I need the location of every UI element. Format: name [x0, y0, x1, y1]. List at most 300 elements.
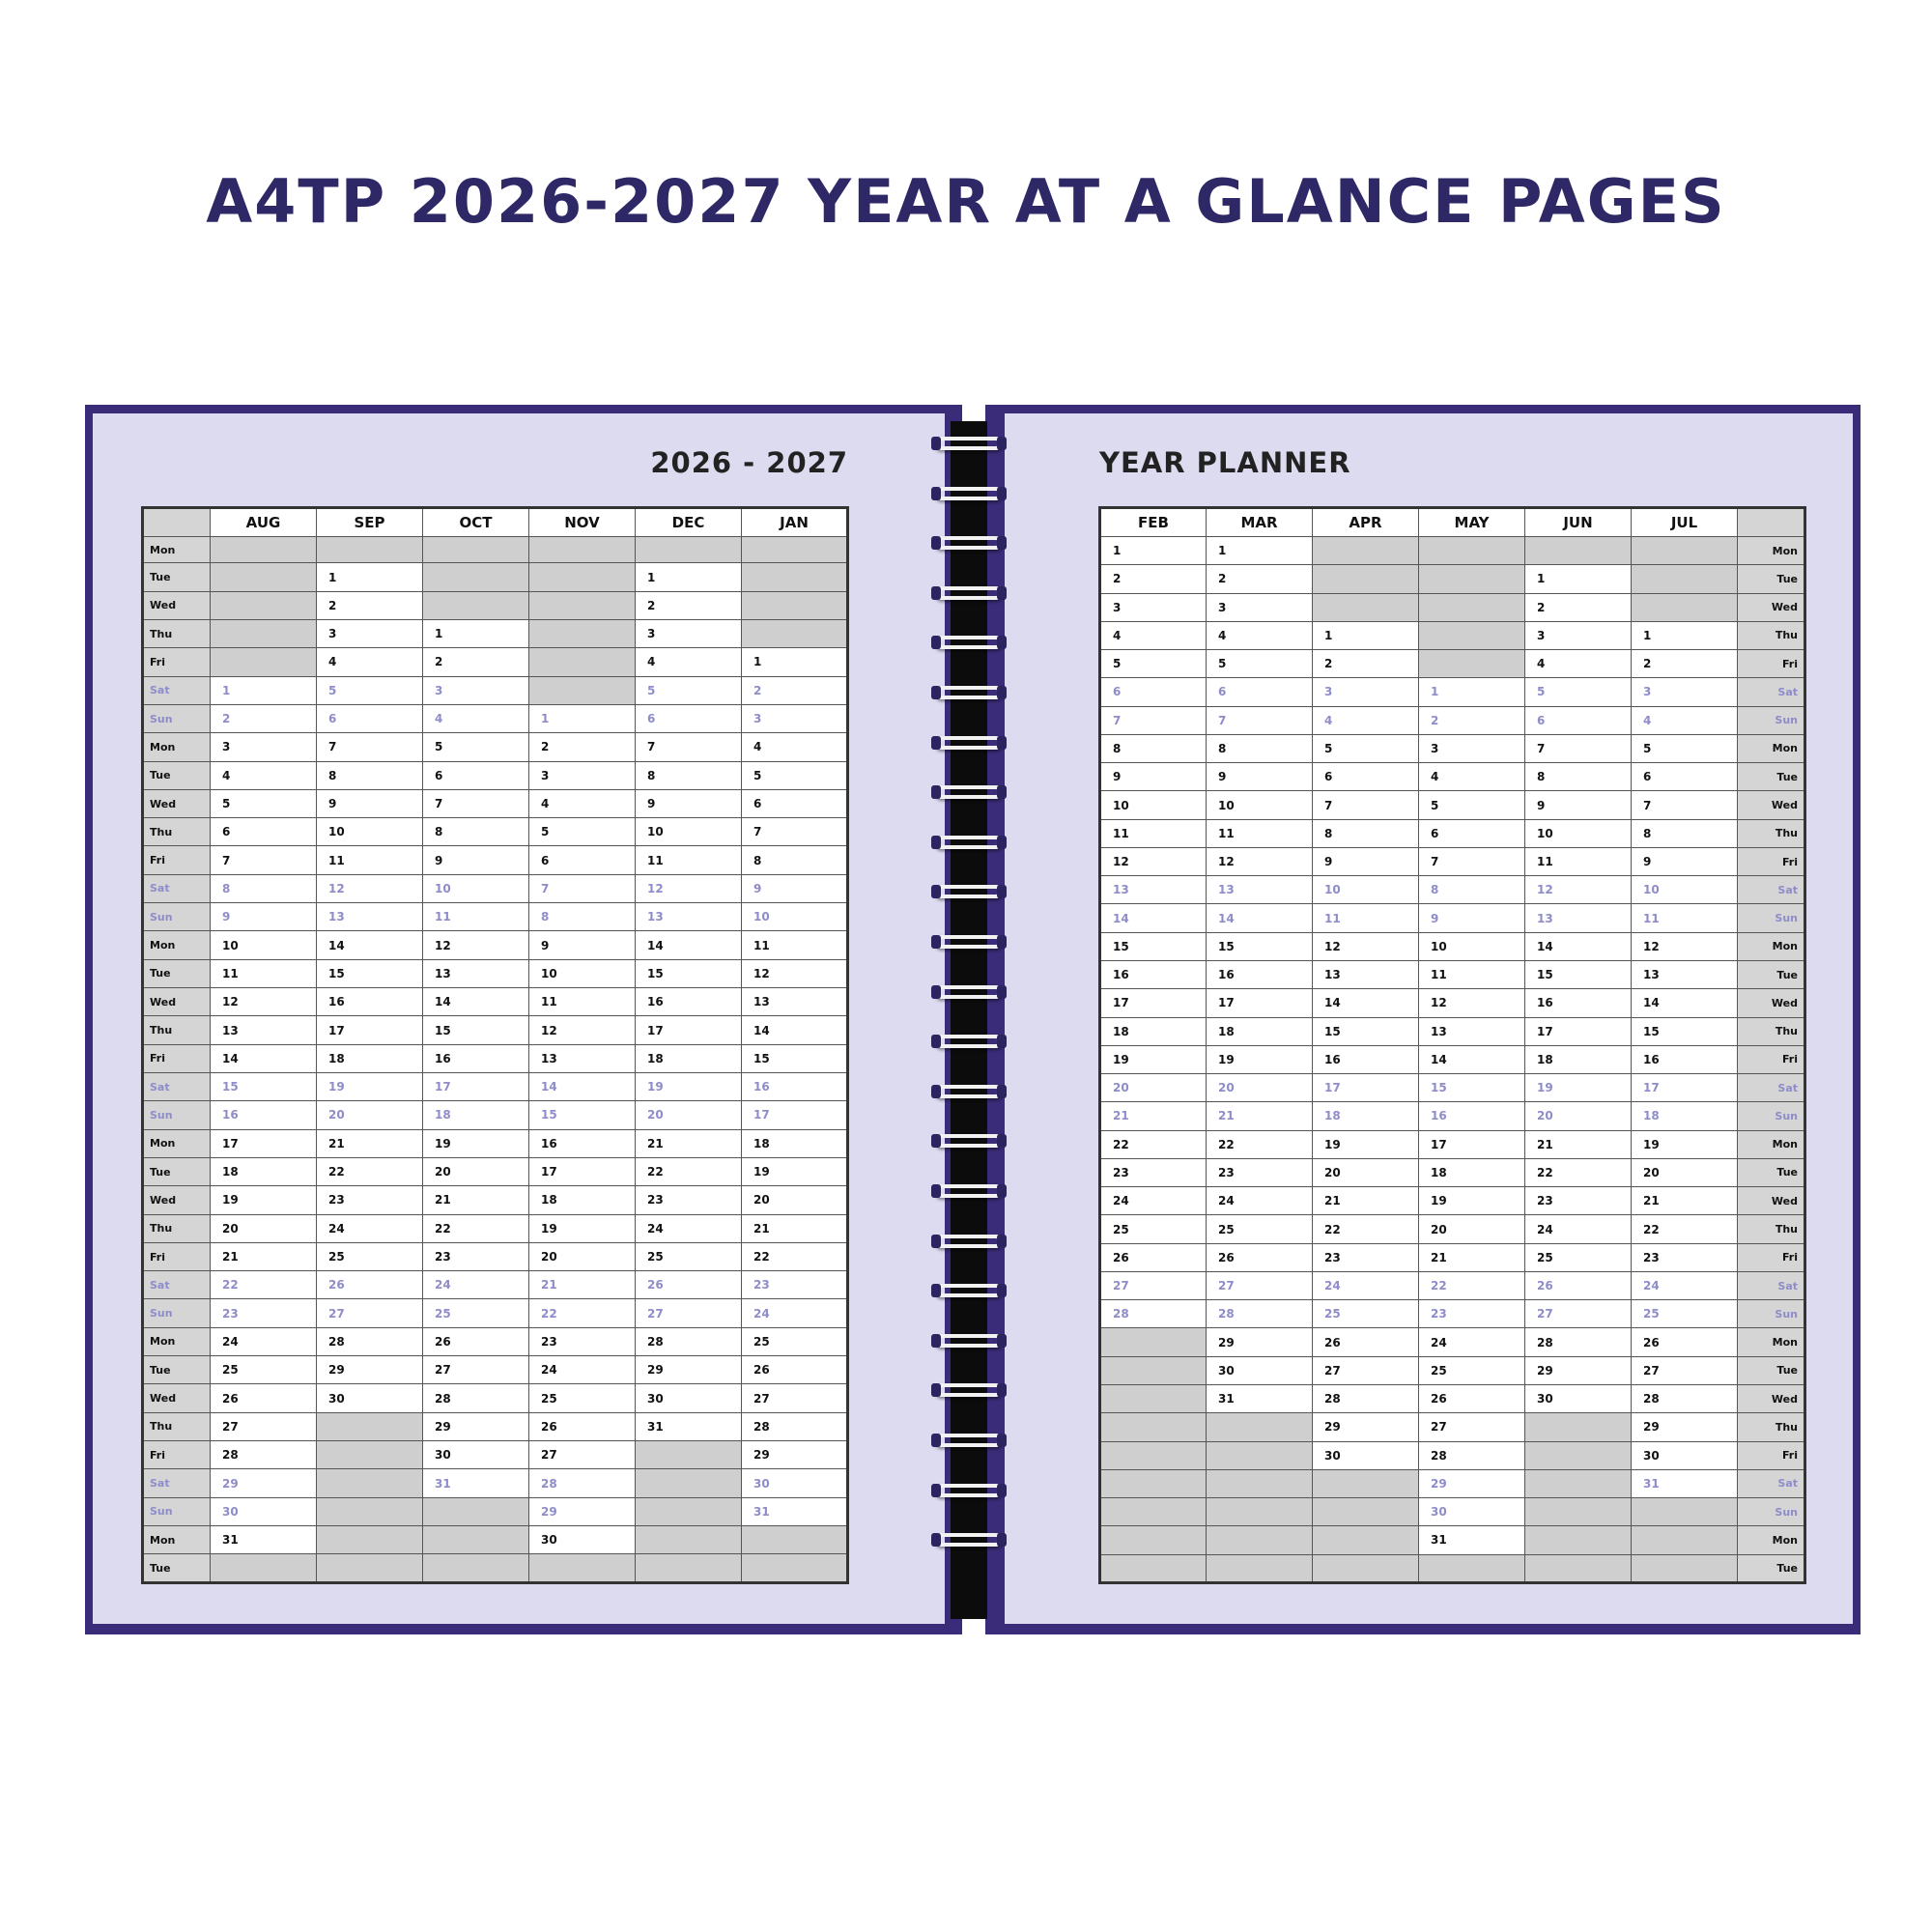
- empty-cell[interactable]: [1632, 1554, 1738, 1582]
- empty-cell[interactable]: [1632, 1526, 1738, 1554]
- date-cell[interactable]: 16: [529, 1129, 636, 1157]
- empty-cell[interactable]: [636, 537, 742, 563]
- date-cell[interactable]: 31: [423, 1469, 529, 1497]
- date-cell[interactable]: 15: [317, 959, 423, 987]
- date-cell[interactable]: 16: [1632, 1045, 1738, 1073]
- date-cell[interactable]: 4: [1632, 706, 1738, 734]
- date-cell[interactable]: 16: [1313, 1045, 1419, 1073]
- empty-cell[interactable]: [317, 1412, 423, 1440]
- date-cell[interactable]: 31: [211, 1525, 317, 1553]
- date-cell[interactable]: 14: [317, 931, 423, 959]
- date-cell[interactable]: 8: [1100, 734, 1207, 762]
- date-cell[interactable]: 26: [742, 1356, 848, 1384]
- date-cell[interactable]: 7: [423, 789, 529, 817]
- date-cell[interactable]: 22: [1100, 1130, 1207, 1158]
- date-cell[interactable]: 15: [1313, 1017, 1419, 1045]
- date-cell[interactable]: 13: [1419, 1017, 1525, 1045]
- empty-cell[interactable]: [211, 1554, 317, 1583]
- date-cell[interactable]: 1: [1525, 565, 1632, 593]
- date-cell[interactable]: 14: [211, 1044, 317, 1072]
- date-cell[interactable]: 3: [1313, 678, 1419, 706]
- date-cell[interactable]: 8: [742, 846, 848, 874]
- date-cell[interactable]: 5: [317, 676, 423, 704]
- date-cell[interactable]: 17: [1419, 1130, 1525, 1158]
- empty-cell[interactable]: [1632, 565, 1738, 593]
- date-cell[interactable]: 12: [211, 988, 317, 1016]
- date-cell[interactable]: 30: [1419, 1498, 1525, 1526]
- empty-cell[interactable]: [423, 563, 529, 591]
- date-cell[interactable]: 11: [1525, 847, 1632, 875]
- date-cell[interactable]: 14: [1313, 989, 1419, 1017]
- date-cell[interactable]: 18: [1100, 1017, 1207, 1045]
- date-cell[interactable]: 2: [742, 676, 848, 704]
- date-cell[interactable]: 3: [1632, 678, 1738, 706]
- date-cell[interactable]: 24: [317, 1214, 423, 1242]
- date-cell[interactable]: 28: [1525, 1328, 1632, 1356]
- date-cell[interactable]: 13: [1207, 876, 1313, 904]
- date-cell[interactable]: 4: [423, 704, 529, 732]
- date-cell[interactable]: 24: [423, 1271, 529, 1299]
- date-cell[interactable]: 26: [1525, 1271, 1632, 1299]
- date-cell[interactable]: 17: [1525, 1017, 1632, 1045]
- date-cell[interactable]: 18: [423, 1101, 529, 1129]
- date-cell[interactable]: 1: [1313, 621, 1419, 649]
- date-cell[interactable]: 19: [1313, 1130, 1419, 1158]
- date-cell[interactable]: 4: [529, 789, 636, 817]
- date-cell[interactable]: 11: [1632, 904, 1738, 932]
- date-cell[interactable]: 13: [1100, 876, 1207, 904]
- date-cell[interactable]: 3: [742, 704, 848, 732]
- date-cell[interactable]: 23: [529, 1327, 636, 1355]
- date-cell[interactable]: 11: [742, 931, 848, 959]
- date-cell[interactable]: 8: [317, 761, 423, 789]
- empty-cell[interactable]: [211, 591, 317, 619]
- date-cell[interactable]: 29: [1419, 1469, 1525, 1497]
- date-cell[interactable]: 15: [1419, 1074, 1525, 1102]
- date-cell[interactable]: 1: [317, 563, 423, 591]
- date-cell[interactable]: 15: [423, 1016, 529, 1044]
- date-cell[interactable]: 27: [1207, 1271, 1313, 1299]
- date-cell[interactable]: 7: [211, 846, 317, 874]
- date-cell[interactable]: 5: [1313, 734, 1419, 762]
- date-cell[interactable]: 4: [1313, 706, 1419, 734]
- empty-cell[interactable]: [1525, 1498, 1632, 1526]
- date-cell[interactable]: 12: [1419, 989, 1525, 1017]
- date-cell[interactable]: 6: [1313, 763, 1419, 791]
- date-cell[interactable]: 7: [742, 818, 848, 846]
- date-cell[interactable]: 8: [1632, 819, 1738, 847]
- empty-cell[interactable]: [742, 619, 848, 647]
- date-cell[interactable]: 13: [1313, 960, 1419, 988]
- date-cell[interactable]: 11: [423, 903, 529, 931]
- date-cell[interactable]: 23: [423, 1242, 529, 1270]
- date-cell[interactable]: 9: [1313, 847, 1419, 875]
- date-cell[interactable]: 30: [423, 1441, 529, 1469]
- date-cell[interactable]: 22: [1419, 1271, 1525, 1299]
- date-cell[interactable]: 3: [211, 733, 317, 761]
- date-cell[interactable]: 14: [1525, 932, 1632, 960]
- date-cell[interactable]: 2: [423, 648, 529, 676]
- empty-cell[interactable]: [1419, 593, 1525, 621]
- empty-cell[interactable]: [1525, 537, 1632, 565]
- date-cell[interactable]: 25: [529, 1384, 636, 1412]
- empty-cell[interactable]: [317, 1441, 423, 1469]
- date-cell[interactable]: 15: [529, 1101, 636, 1129]
- date-cell[interactable]: 6: [1207, 678, 1313, 706]
- date-cell[interactable]: 14: [742, 1016, 848, 1044]
- empty-cell[interactable]: [529, 676, 636, 704]
- date-cell[interactable]: 9: [317, 789, 423, 817]
- date-cell[interactable]: 21: [1313, 1187, 1419, 1215]
- empty-cell[interactable]: [1100, 1498, 1207, 1526]
- empty-cell[interactable]: [423, 1554, 529, 1583]
- date-cell[interactable]: 4: [742, 733, 848, 761]
- empty-cell[interactable]: [423, 537, 529, 563]
- date-cell[interactable]: 8: [1313, 819, 1419, 847]
- date-cell[interactable]: 9: [423, 846, 529, 874]
- date-cell[interactable]: 3: [1207, 593, 1313, 621]
- date-cell[interactable]: 24: [1100, 1187, 1207, 1215]
- empty-cell[interactable]: [211, 537, 317, 563]
- date-cell[interactable]: 6: [211, 818, 317, 846]
- date-cell[interactable]: 15: [1100, 932, 1207, 960]
- date-cell[interactable]: 17: [1100, 989, 1207, 1017]
- date-cell[interactable]: 29: [317, 1356, 423, 1384]
- date-cell[interactable]: 9: [1207, 763, 1313, 791]
- empty-cell[interactable]: [1100, 1328, 1207, 1356]
- empty-cell[interactable]: [1100, 1413, 1207, 1441]
- empty-cell[interactable]: [1313, 565, 1419, 593]
- date-cell[interactable]: 27: [317, 1299, 423, 1327]
- date-cell[interactable]: 23: [317, 1186, 423, 1214]
- date-cell[interactable]: 1: [742, 648, 848, 676]
- date-cell[interactable]: 2: [1207, 565, 1313, 593]
- date-cell[interactable]: 27: [1632, 1356, 1738, 1384]
- date-cell[interactable]: 13: [636, 903, 742, 931]
- date-cell[interactable]: 18: [211, 1157, 317, 1185]
- date-cell[interactable]: 18: [1419, 1158, 1525, 1186]
- date-cell[interactable]: 23: [636, 1186, 742, 1214]
- date-cell[interactable]: 12: [317, 874, 423, 902]
- date-cell[interactable]: 5: [1525, 678, 1632, 706]
- date-cell[interactable]: 7: [1632, 791, 1738, 819]
- date-cell[interactable]: 10: [211, 931, 317, 959]
- date-cell[interactable]: 9: [636, 789, 742, 817]
- date-cell[interactable]: 3: [529, 761, 636, 789]
- date-cell[interactable]: 24: [1419, 1328, 1525, 1356]
- date-cell[interactable]: 7: [529, 874, 636, 902]
- date-cell[interactable]: 30: [1313, 1441, 1419, 1469]
- date-cell[interactable]: 6: [529, 846, 636, 874]
- date-cell[interactable]: 22: [742, 1242, 848, 1270]
- date-cell[interactable]: 22: [423, 1214, 529, 1242]
- date-cell[interactable]: 2: [636, 591, 742, 619]
- date-cell[interactable]: 12: [529, 1016, 636, 1044]
- date-cell[interactable]: 8: [529, 903, 636, 931]
- date-cell[interactable]: 29: [423, 1412, 529, 1440]
- date-cell[interactable]: 25: [742, 1327, 848, 1355]
- empty-cell[interactable]: [1313, 593, 1419, 621]
- date-cell[interactable]: 3: [317, 619, 423, 647]
- date-cell[interactable]: 21: [1207, 1102, 1313, 1130]
- date-cell[interactable]: 25: [1100, 1215, 1207, 1243]
- empty-cell[interactable]: [529, 563, 636, 591]
- date-cell[interactable]: 19: [1632, 1130, 1738, 1158]
- date-cell[interactable]: 22: [1207, 1130, 1313, 1158]
- date-cell[interactable]: 8: [636, 761, 742, 789]
- date-cell[interactable]: 16: [1207, 960, 1313, 988]
- empty-cell[interactable]: [1100, 1554, 1207, 1582]
- date-cell[interactable]: 29: [742, 1441, 848, 1469]
- date-cell[interactable]: 26: [1207, 1243, 1313, 1271]
- date-cell[interactable]: 22: [1525, 1158, 1632, 1186]
- date-cell[interactable]: 10: [317, 818, 423, 846]
- date-cell[interactable]: 16: [1100, 960, 1207, 988]
- date-cell[interactable]: 24: [529, 1356, 636, 1384]
- date-cell[interactable]: 11: [1207, 819, 1313, 847]
- date-cell[interactable]: 14: [1419, 1045, 1525, 1073]
- date-cell[interactable]: 3: [1419, 734, 1525, 762]
- date-cell[interactable]: 15: [1207, 932, 1313, 960]
- date-cell[interactable]: 30: [1632, 1441, 1738, 1469]
- empty-cell[interactable]: [1419, 621, 1525, 649]
- empty-cell[interactable]: [1313, 1526, 1419, 1554]
- date-cell[interactable]: 19: [636, 1072, 742, 1100]
- date-cell[interactable]: 29: [529, 1497, 636, 1525]
- date-cell[interactable]: 24: [211, 1327, 317, 1355]
- date-cell[interactable]: 19: [317, 1072, 423, 1100]
- date-cell[interactable]: 11: [1313, 904, 1419, 932]
- date-cell[interactable]: 31: [1632, 1469, 1738, 1497]
- date-cell[interactable]: 17: [211, 1129, 317, 1157]
- date-cell[interactable]: 28: [1419, 1441, 1525, 1469]
- date-cell[interactable]: 15: [1632, 1017, 1738, 1045]
- empty-cell[interactable]: [742, 563, 848, 591]
- date-cell[interactable]: 13: [529, 1044, 636, 1072]
- date-cell[interactable]: 1: [529, 704, 636, 732]
- empty-cell[interactable]: [1525, 1526, 1632, 1554]
- date-cell[interactable]: 20: [742, 1186, 848, 1214]
- date-cell[interactable]: 25: [1525, 1243, 1632, 1271]
- empty-cell[interactable]: [1207, 1526, 1313, 1554]
- date-cell[interactable]: 25: [1632, 1300, 1738, 1328]
- empty-cell[interactable]: [636, 1441, 742, 1469]
- date-cell[interactable]: 29: [1525, 1356, 1632, 1384]
- date-cell[interactable]: 7: [317, 733, 423, 761]
- date-cell[interactable]: 25: [423, 1299, 529, 1327]
- date-cell[interactable]: 5: [742, 761, 848, 789]
- date-cell[interactable]: 1: [1207, 537, 1313, 565]
- date-cell[interactable]: 1: [423, 619, 529, 647]
- date-cell[interactable]: 20: [1100, 1074, 1207, 1102]
- date-cell[interactable]: 5: [1100, 650, 1207, 678]
- date-cell[interactable]: 21: [1632, 1187, 1738, 1215]
- date-cell[interactable]: 7: [1525, 734, 1632, 762]
- date-cell[interactable]: 31: [742, 1497, 848, 1525]
- date-cell[interactable]: 25: [1313, 1300, 1419, 1328]
- date-cell[interactable]: 26: [636, 1271, 742, 1299]
- empty-cell[interactable]: [1100, 1384, 1207, 1412]
- date-cell[interactable]: 17: [1313, 1074, 1419, 1102]
- empty-cell[interactable]: [423, 1497, 529, 1525]
- date-cell[interactable]: 7: [1419, 847, 1525, 875]
- empty-cell[interactable]: [1313, 1554, 1419, 1582]
- date-cell[interactable]: 11: [1100, 819, 1207, 847]
- date-cell[interactable]: 7: [1313, 791, 1419, 819]
- date-cell[interactable]: 23: [1632, 1243, 1738, 1271]
- date-cell[interactable]: 12: [1207, 847, 1313, 875]
- empty-cell[interactable]: [636, 1525, 742, 1553]
- date-cell[interactable]: 27: [423, 1356, 529, 1384]
- date-cell[interactable]: 31: [1207, 1384, 1313, 1412]
- date-cell[interactable]: 18: [636, 1044, 742, 1072]
- empty-cell[interactable]: [1525, 1469, 1632, 1497]
- empty-cell[interactable]: [211, 619, 317, 647]
- date-cell[interactable]: 7: [1100, 706, 1207, 734]
- date-cell[interactable]: 13: [317, 903, 423, 931]
- empty-cell[interactable]: [1207, 1498, 1313, 1526]
- empty-cell[interactable]: [423, 591, 529, 619]
- date-cell[interactable]: 20: [1632, 1158, 1738, 1186]
- date-cell[interactable]: 17: [423, 1072, 529, 1100]
- date-cell[interactable]: 22: [1632, 1215, 1738, 1243]
- date-cell[interactable]: 16: [317, 988, 423, 1016]
- date-cell[interactable]: 6: [1419, 819, 1525, 847]
- date-cell[interactable]: 27: [1419, 1413, 1525, 1441]
- date-cell[interactable]: 4: [1100, 621, 1207, 649]
- date-cell[interactable]: 27: [1525, 1300, 1632, 1328]
- date-cell[interactable]: 19: [1100, 1045, 1207, 1073]
- date-cell[interactable]: 21: [742, 1214, 848, 1242]
- date-cell[interactable]: 21: [317, 1129, 423, 1157]
- date-cell[interactable]: 5: [636, 676, 742, 704]
- empty-cell[interactable]: [423, 1525, 529, 1553]
- date-cell[interactable]: 19: [742, 1157, 848, 1185]
- date-cell[interactable]: 23: [742, 1271, 848, 1299]
- date-cell[interactable]: 3: [1525, 621, 1632, 649]
- date-cell[interactable]: 28: [1207, 1300, 1313, 1328]
- empty-cell[interactable]: [1100, 1469, 1207, 1497]
- date-cell[interactable]: 28: [1632, 1384, 1738, 1412]
- date-cell[interactable]: 12: [1100, 847, 1207, 875]
- empty-cell[interactable]: [1525, 1413, 1632, 1441]
- date-cell[interactable]: 9: [529, 931, 636, 959]
- date-cell[interactable]: 11: [317, 846, 423, 874]
- date-cell[interactable]: 10: [529, 959, 636, 987]
- date-cell[interactable]: 12: [1632, 932, 1738, 960]
- date-cell[interactable]: 2: [1313, 650, 1419, 678]
- date-cell[interactable]: 20: [1313, 1158, 1419, 1186]
- date-cell[interactable]: 15: [742, 1044, 848, 1072]
- date-cell[interactable]: 19: [1419, 1187, 1525, 1215]
- date-cell[interactable]: 21: [636, 1129, 742, 1157]
- empty-cell[interactable]: [1207, 1554, 1313, 1582]
- date-cell[interactable]: 1: [1100, 537, 1207, 565]
- date-cell[interactable]: 29: [211, 1469, 317, 1497]
- date-cell[interactable]: 22: [317, 1157, 423, 1185]
- date-cell[interactable]: 21: [423, 1186, 529, 1214]
- date-cell[interactable]: 9: [211, 903, 317, 931]
- date-cell[interactable]: 8: [1525, 763, 1632, 791]
- date-cell[interactable]: 26: [317, 1271, 423, 1299]
- date-cell[interactable]: 30: [742, 1469, 848, 1497]
- date-cell[interactable]: 18: [1525, 1045, 1632, 1073]
- empty-cell[interactable]: [317, 1469, 423, 1497]
- empty-cell[interactable]: [1632, 593, 1738, 621]
- date-cell[interactable]: 20: [211, 1214, 317, 1242]
- date-cell[interactable]: 21: [1100, 1102, 1207, 1130]
- date-cell[interactable]: 30: [211, 1497, 317, 1525]
- date-cell[interactable]: 5: [1207, 650, 1313, 678]
- empty-cell[interactable]: [317, 1497, 423, 1525]
- date-cell[interactable]: 20: [529, 1242, 636, 1270]
- date-cell[interactable]: 10: [1419, 932, 1525, 960]
- date-cell[interactable]: 17: [1207, 989, 1313, 1017]
- date-cell[interactable]: 9: [1100, 763, 1207, 791]
- date-cell[interactable]: 14: [1632, 989, 1738, 1017]
- empty-cell[interactable]: [1207, 1441, 1313, 1469]
- date-cell[interactable]: 26: [1419, 1384, 1525, 1412]
- date-cell[interactable]: 3: [636, 619, 742, 647]
- date-cell[interactable]: 25: [211, 1356, 317, 1384]
- date-cell[interactable]: 4: [317, 648, 423, 676]
- date-cell[interactable]: 11: [529, 988, 636, 1016]
- date-cell[interactable]: 23: [1100, 1158, 1207, 1186]
- date-cell[interactable]: 6: [1100, 678, 1207, 706]
- date-cell[interactable]: 5: [529, 818, 636, 846]
- date-cell[interactable]: 18: [529, 1186, 636, 1214]
- empty-cell[interactable]: [1419, 1554, 1525, 1582]
- date-cell[interactable]: 2: [317, 591, 423, 619]
- date-cell[interactable]: 28: [423, 1384, 529, 1412]
- date-cell[interactable]: 17: [1632, 1074, 1738, 1102]
- empty-cell[interactable]: [529, 619, 636, 647]
- date-cell[interactable]: 8: [211, 874, 317, 902]
- date-cell[interactable]: 8: [1419, 876, 1525, 904]
- empty-cell[interactable]: [1313, 1469, 1419, 1497]
- date-cell[interactable]: 16: [742, 1072, 848, 1100]
- date-cell[interactable]: 10: [742, 903, 848, 931]
- date-cell[interactable]: 1: [1632, 621, 1738, 649]
- date-cell[interactable]: 4: [1419, 763, 1525, 791]
- date-cell[interactable]: 2: [1100, 565, 1207, 593]
- date-cell[interactable]: 17: [636, 1016, 742, 1044]
- date-cell[interactable]: 28: [211, 1441, 317, 1469]
- date-cell[interactable]: 23: [211, 1299, 317, 1327]
- date-cell[interactable]: 30: [1525, 1384, 1632, 1412]
- date-cell[interactable]: 9: [1419, 904, 1525, 932]
- empty-cell[interactable]: [529, 648, 636, 676]
- date-cell[interactable]: 18: [1632, 1102, 1738, 1130]
- date-cell[interactable]: 10: [1313, 876, 1419, 904]
- empty-cell[interactable]: [1632, 1498, 1738, 1526]
- date-cell[interactable]: 29: [636, 1356, 742, 1384]
- date-cell[interactable]: 10: [1207, 791, 1313, 819]
- date-cell[interactable]: 23: [1419, 1300, 1525, 1328]
- date-cell[interactable]: 10: [636, 818, 742, 846]
- date-cell[interactable]: 15: [1525, 960, 1632, 988]
- date-cell[interactable]: 18: [742, 1129, 848, 1157]
- date-cell[interactable]: 30: [1207, 1356, 1313, 1384]
- date-cell[interactable]: 23: [1207, 1158, 1313, 1186]
- date-cell[interactable]: 18: [1313, 1102, 1419, 1130]
- date-cell[interactable]: 14: [423, 988, 529, 1016]
- date-cell[interactable]: 15: [211, 1072, 317, 1100]
- empty-cell[interactable]: [1419, 537, 1525, 565]
- date-cell[interactable]: 11: [1419, 960, 1525, 988]
- date-cell[interactable]: 12: [1525, 876, 1632, 904]
- date-cell[interactable]: 26: [1632, 1328, 1738, 1356]
